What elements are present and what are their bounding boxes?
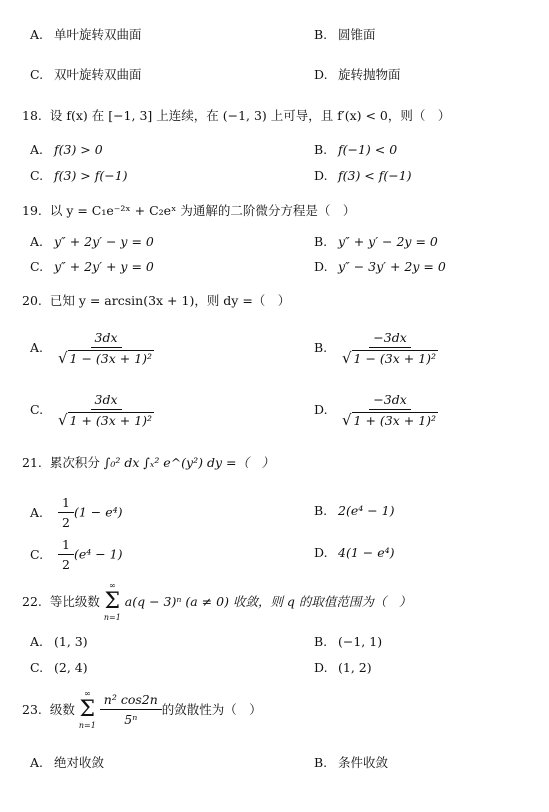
- q20-row-ab: [0, 330, 549, 374]
- q19-option-c: C. y″ + 2y′ + y = 0: [30, 259, 154, 274]
- q20-option-b: B. $\frac{-3dx}{\text{√ 1 − (3x + 1)²}}$: [314, 330, 437, 367]
- q23-stem: 23. 级数 ∞ Σ n=1 $\frac{\text{n² cos2n}}{\text{5ⁿ}}$ 的敛散性为（ ）: [22, 689, 262, 730]
- q22-option-c: C. (2, 4): [30, 660, 88, 675]
- q18-option-a: A. f(3) > 0: [30, 142, 103, 157]
- q19-option-b: B. y″ + y′ − 2y = 0: [314, 234, 438, 249]
- q18-option-c: C. f(3) > f(−1): [30, 168, 128, 183]
- q21-option-c: C. $\frac{1}{2}$ (e⁴ − 1): [30, 537, 123, 572]
- q17-option-d: D. 旋转抛物面: [314, 67, 401, 82]
- q21-row-cd: [0, 537, 549, 571]
- q20-option-c: C. $\frac{3dx}{\text{√ 1 + (3x + 1)²}}$: [30, 392, 153, 429]
- summation-symbol: ∞ Σ n=1: [103, 581, 121, 622]
- q22-option-b: B. (−1, 1): [314, 634, 383, 649]
- q22-option-a: A. (1, 3): [30, 634, 88, 649]
- exam-page: A. 单叶旋转双曲面 B. 圆锥面 C. 双叶旋转双曲面 D. 旋转抛物面 18. 设 f(x) 在 [−1, 3] 上连续，在 (−1, 3) 上可导，且 f′(x) < 0，则（ ） A. f(3) > 0 B. f(−1) < 0 C. f(3) > f(−1) D. f(3) < f(−1) 19. 以 y = C₁e⁻²ˣ + C₂eˣ 为通解的二阶微分方程是（ ） A. y″ + 2y′ − y = 0 B. y″ + y′ − 2y = 0 C. y″ + 2y′ + y = 0 D. y″ − 3y′ + 2y = 0 20. 已知 y = arcsin(3x + 1)，则 dy =（ ） A. $\frac{3dx}{\text{√ 1 − (3x + 1)²}}$ B. $\frac{-3dx}{\text{√ 1 − (3x + 1)²}}$ C. $\frac{3dx}{\text{√ 1 + (3x + 1)²}}$ D. $\frac{-3dx}{\text{√ 1 + (3x + 1)²}}$ 21. 累次积分 ∫₀² dx ∫ₓ² e^(y²) dy =（ ） A. $\frac{1}{2}$ (1 − e⁴) B. 2(e⁴ − 1) C. $\frac{1}{2}$ (e⁴ − 1) D. 4(1 − e⁴) 22. 等比级数 ∞ Σ n=1 a(q − 3)ⁿ (a ≠ 0) 收敛，则 q 的取值范围为（ ） A. (1, 3) B. (−1, 1) C. (2, 4) D. (1, 2) 23. 级数 ∞ Σ n=1 $\frac{\text{n² cos2n}}{\text{5ⁿ}}$ 的敛散性为（ ） A. 绝对收敛 B. 条件收敛: [0, 0, 549, 812]
- q18-option-b: B. f(−1) < 0: [314, 142, 398, 157]
- q23-option-a: A. 绝对收敛: [30, 755, 105, 770]
- q22-option-d: D. (1, 2): [314, 660, 372, 675]
- q23-option-b: B. 条件收敛: [314, 755, 389, 770]
- q17-option-b: B. 圆锥面: [314, 27, 376, 42]
- q19-option-d: D. y″ − 3y′ + 2y = 0: [314, 259, 446, 274]
- q21-option-d: D. 4(1 − e⁴): [314, 545, 395, 560]
- q19-option-a: A. y″ + 2y′ − y = 0: [30, 234, 154, 249]
- q20-option-d: D. $\frac{-3dx}{\text{√ 1 + (3x + 1)²}}$: [314, 392, 437, 429]
- q17-option-a: A. 单叶旋转双曲面: [30, 27, 142, 42]
- q20-option-a: A. $\frac{3dx}{\text{√ 1 − (3x + 1)²}}$: [30, 330, 153, 367]
- q21-option-b: B. 2(e⁴ − 1): [314, 503, 395, 518]
- q17-option-c: C. 双叶旋转双曲面: [30, 67, 142, 82]
- q22-stem: 22. 等比级数 ∞ Σ n=1 a(q − 3)ⁿ (a ≠ 0) 收敛，则 q 的取值范围为（ ）: [22, 581, 412, 622]
- q21-option-a: A. $\frac{1}{2}$ (1 − e⁴): [30, 495, 123, 530]
- q18-option-d: D. f(3) < f(−1): [314, 168, 412, 183]
- summation-symbol: ∞ Σ n=1: [78, 689, 96, 730]
- q20-row-cd: [0, 392, 549, 436]
- q21-row-ab: [0, 495, 549, 529]
